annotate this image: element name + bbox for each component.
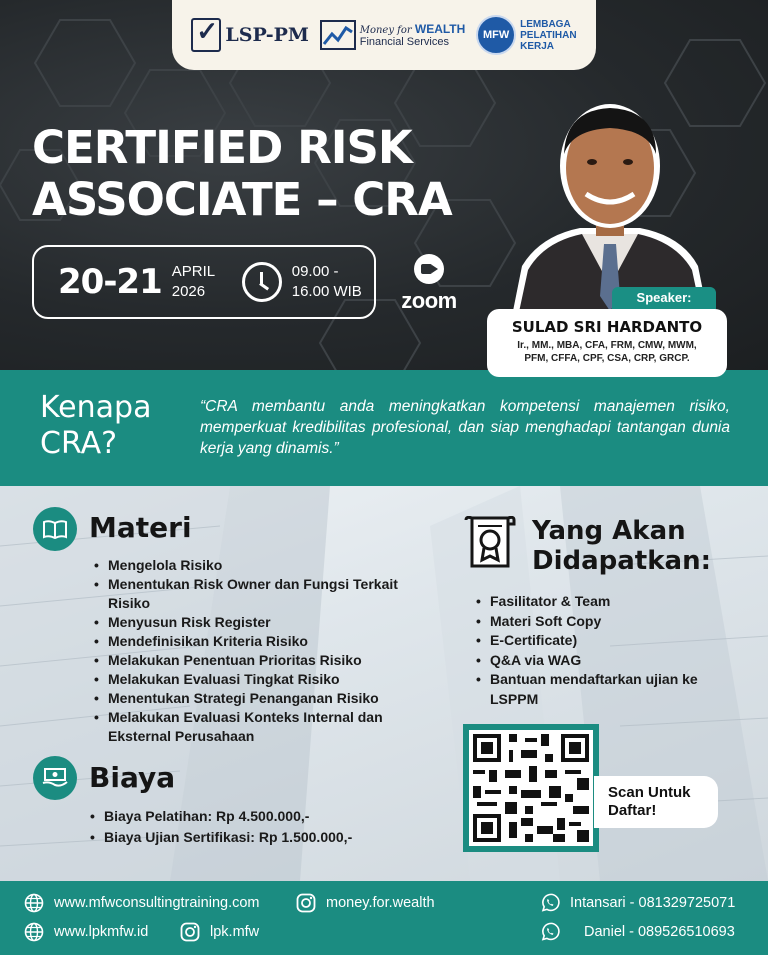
website-url-2: www.lpkmfw.id <box>54 924 149 940</box>
money-hand-icon <box>33 756 77 800</box>
lpk-logo-line2: PELATIHAN <box>520 29 577 41</box>
event-month-year <box>172 262 226 302</box>
list-item: • Menentukan Risk Owner dan Fungsi Terkait Risiko <box>108 575 438 613</box>
whatsapp-icon <box>540 922 560 942</box>
credentials-line-2: PFM, CFFA, CPF, CSA, CRP, GRCP. <box>524 353 690 364</box>
whatsapp-number-1: Intansari - 081329725071 <box>570 895 736 911</box>
lsp-check-icon <box>191 18 221 52</box>
scan-callout <box>594 776 718 828</box>
list-item: • E-Certificate) <box>490 631 730 651</box>
cash-icon <box>41 767 69 789</box>
whatsapp-number-2: Daniel - 089526510693 <box>584 924 735 940</box>
time-start: 09.00 - <box>291 263 339 280</box>
title-line-1: CERTIFIED RISK <box>32 121 412 174</box>
website-link-1[interactable] <box>24 893 260 913</box>
mfw-badge-icon: MFW <box>476 15 516 55</box>
clock-icon <box>242 262 282 302</box>
lpk-logo-line3: KERJA <box>520 40 555 52</box>
event-year: 2026 <box>171 283 206 300</box>
mfw-logo-line1: Money for WEALTH <box>359 22 466 36</box>
certificate-icon <box>464 516 516 574</box>
event-month: APRIL <box>171 263 216 280</box>
speaker-tag: Speaker: <box>612 287 716 309</box>
list-item: • Materi Soft Copy <box>490 612 730 632</box>
why-quote: “CRA membantu anda meningkatkan kompetensi manajemen risiko, memperkuat kredibilitas profesional, dan siap menghadapi tantangan dunia kerja yang dinamis.” <box>200 398 730 457</box>
whatsapp-icon <box>540 893 560 913</box>
list-item: • Bantuan mendaftarkan ujian ke LSPPM <box>490 670 730 709</box>
why-heading <box>40 390 151 462</box>
globe-icon <box>24 922 44 942</box>
list-item: • Melakukan Evaluasi Tingkat Risiko <box>108 670 438 689</box>
speaker-credentials <box>487 339 727 365</box>
speaker-name: SULAD SRI HARDANTO <box>511 318 703 336</box>
partner-logos <box>172 0 596 70</box>
benefits-heading-line-1: Yang Akan <box>532 516 686 546</box>
lsp-logo-text: LSP-PM <box>225 23 309 46</box>
lpk-logo <box>476 15 576 55</box>
page-title <box>32 122 452 226</box>
mfw-logo <box>320 20 466 50</box>
whatsapp-contact-2[interactable] <box>540 922 735 942</box>
list-item: • Melakukan Evaluasi Konteks Internal dan Eksternal Perusahaan <box>108 708 438 746</box>
globe-icon <box>24 893 44 913</box>
why-section <box>0 370 768 486</box>
list-item: • Fasilitator & Team <box>490 592 730 612</box>
website-link-2[interactable] <box>24 922 148 942</box>
instagram-handle-2: lpk.mfw <box>210 924 260 940</box>
time-end: 16.00 WIB <box>291 283 362 300</box>
whatsapp-contact-1[interactable] <box>540 893 735 913</box>
list-item: • Mendefinisikan Kriteria Risiko <box>108 632 438 651</box>
benefits-heading-line-2: Didapatkan: <box>532 546 711 576</box>
schedule-box <box>32 245 376 319</box>
zoom-label: zoom <box>401 288 457 313</box>
biaya-heading: Biaya <box>89 761 176 794</box>
list-item: • Mengelola Risiko <box>108 556 438 575</box>
content-section <box>0 486 768 881</box>
title-line-2: ASSOCIATE – CRA <box>32 173 452 226</box>
instagram-icon <box>180 922 200 942</box>
list-item: • Biaya Pelatihan: Rp 4.500.000,- <box>104 806 444 827</box>
website-url-1: www.mfwconsultingtraining.com <box>54 895 260 911</box>
mfw-logo-line2: Financial Services <box>359 36 449 48</box>
event-time <box>292 262 362 302</box>
list-item: • Melakukan Penentuan Prioritas Risiko <box>108 651 438 670</box>
materi-list <box>108 556 438 746</box>
lsp-pm-logo <box>191 18 309 52</box>
qr-code[interactable] <box>463 724 599 852</box>
trend-line-icon <box>322 22 354 48</box>
scan-line-2: Daftar! <box>608 802 657 819</box>
book-icon <box>33 507 77 551</box>
speaker-card <box>487 309 727 377</box>
instagram-link-1[interactable] <box>296 893 435 913</box>
open-book-icon <box>42 519 68 539</box>
benefits-list <box>490 592 730 709</box>
zoom-badge <box>396 254 462 314</box>
list-item: • Menentukan Strategi Penanganan Risiko <box>108 689 438 708</box>
list-item: • Menyusun Risk Register <box>108 613 438 632</box>
why-heading-line-2: CRA? <box>40 426 118 461</box>
list-item: • Q&A via WAG <box>490 651 730 671</box>
video-camera-icon <box>414 254 444 284</box>
biaya-list <box>104 806 444 848</box>
chart-logo-icon <box>320 20 356 50</box>
event-date: 20-21 <box>58 262 162 302</box>
scan-line-1: Scan Untuk <box>608 784 691 801</box>
lpk-logo-line1: LEMBAGA <box>520 18 571 30</box>
instagram-icon <box>296 893 316 913</box>
benefits-heading <box>532 516 711 576</box>
list-item: • Biaya Ujian Sertifikasi: Rp 1.500.000,- <box>104 827 444 848</box>
instagram-handle-1: money.for.wealth <box>326 895 435 911</box>
credentials-line-1: Ir., MM., MBA, CFA, FRM, CMW, MWM, <box>517 340 697 351</box>
instagram-link-2[interactable] <box>180 922 259 942</box>
materi-heading: Materi <box>89 511 192 544</box>
qr-code-icon <box>469 730 593 846</box>
why-heading-line-1: Kenapa <box>40 390 152 425</box>
contact-footer <box>0 881 768 955</box>
